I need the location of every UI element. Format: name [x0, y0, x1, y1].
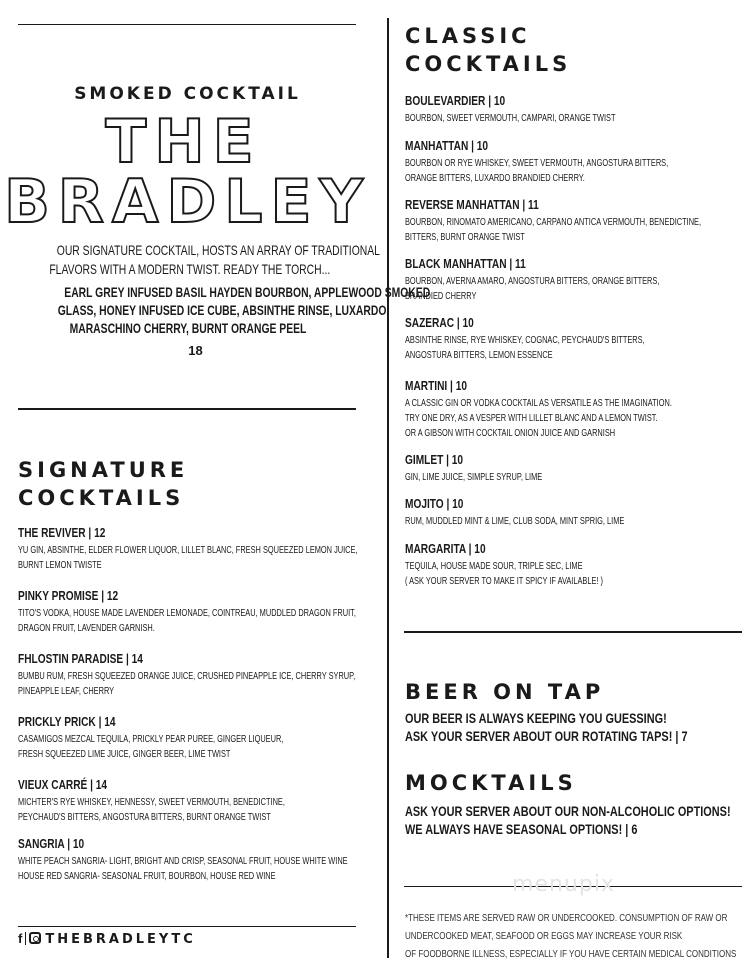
feature-ingredients-line3: MARASCHINO CHERRY, BURNT ORANGE PEEL [69, 320, 306, 336]
disclaimer [405, 908, 751, 962]
menu-item-description [405, 559, 673, 589]
menu-item [18, 776, 379, 825]
menu-item-description-line: FRESH SQUEEZED LIME JUICE, GINGER BEER, LIME TWIST [18, 749, 231, 760]
feature-title-line1: THE [105, 107, 262, 177]
menu-item-description [18, 732, 377, 762]
beer-line2: ASK YOUR SERVER ABOUT OUR ROTATING TAPS! | 7 [405, 728, 688, 744]
beer-line1: OUR BEER IS ALWAYS KEEPING YOU GUESSING! [405, 710, 667, 726]
feature-ingredients [0, 284, 431, 338]
menu-item [18, 835, 463, 884]
beer-title: BEER ON TAP [405, 680, 605, 704]
mocktails-line2: WE ALWAYS HAVE SEASONAL OPTIONS! | 6 [405, 821, 638, 837]
menu-item-description-line: DRAGON FRUIT, LAVENDER GARNISH. [18, 623, 155, 634]
feature-ingredients-line1: EARL GREY INFUSED BASIL HAYDEN BOURBON, APPLEWOOD SMOKED [64, 284, 431, 300]
menu-item-description-line: ORANGE BITTERS, LUXARDO BRANDIED CHERRY. [405, 173, 585, 184]
menu-item-description-line: BOURBON, AVERNA AMARO, ANGOSTURA BITTERS, ORANGE BITTERS, [405, 276, 660, 287]
menu-item [405, 495, 701, 529]
menu-item-description-line: A CLASSIC GIN OR VODKA COCKTAIL AS VERSATILE AS THE IMAGINATION. [405, 398, 672, 409]
menu-item-description [405, 333, 729, 363]
menu-item-name: FHLOSTIN PARADISE | 14 [18, 651, 143, 666]
classic-list [405, 92, 745, 592]
menu-item [405, 314, 729, 363]
menu-item-description-line: TEQUILA, HOUSE MADE SOUR, TRIPLE SEC, LIME [405, 561, 583, 572]
facebook-icon[interactable]: f [18, 931, 23, 946]
disclaimer-line1: *THESE ITEMS ARE SERVED RAW OR UNDERCOOKED. CONSUMPTION OF RAW OR [405, 913, 728, 924]
mocktails-text [405, 803, 751, 839]
social-separator [25, 932, 26, 945]
menu-item-name: MARTINI | 10 [405, 378, 467, 393]
signature-title [18, 456, 188, 512]
menu-item-description-line: TITO'S VODKA, HOUSE MADE LAVENDER LEMONADE, COINTREAU, MUDDLED DRAGON FRUIT, [18, 608, 356, 619]
feature-blurb-line1: OUR SIGNATURE COCKTAIL, HOSTS AN ARRAY OF TRADITIONAL [56, 242, 380, 258]
menu-item-name: BLACK MANHATTAN | 11 [405, 256, 526, 271]
menu-item [405, 255, 749, 304]
menu-item-description-line: ANGOSTURA BITTERS, LEMON ESSENCE [405, 350, 553, 361]
menu-item-description-line: ( ASK YOUR SERVER TO MAKE IT SPICY IF AVAILABLE! ) [405, 576, 603, 587]
menu-item-description-line: ABSINTHE RINSE, RYE WHISKEY, COGNAC, PEYCHAUD'S BITTERS, [405, 335, 645, 346]
menu-item-description-line: CASAMIGOS MEZCAL TEQUILA, PRICKLY PEAR PUREE, GINGER LIQUEUR, [18, 734, 284, 745]
signature-title-line2: COCKTAILS [18, 486, 185, 510]
menu-item-name: GIMLET | 10 [405, 452, 464, 467]
menu-item [405, 540, 673, 589]
menu-item-description-line: BURNT LEMON TWISTE [18, 560, 102, 571]
menu-item-name: PINKY PROMISE | 12 [18, 588, 119, 603]
menu-item-name: MANHATTAN | 10 [405, 138, 489, 153]
beer-text [405, 710, 751, 746]
menu-item-description [18, 606, 475, 636]
watermark-logo: menupix [512, 872, 615, 897]
classic-title [405, 22, 571, 78]
menu-item-description-line: BRANDIED CHERRY [405, 291, 477, 302]
feature-blurb [0, 241, 380, 279]
menu-item-description-line: BOURBON, RINOMATO AMERICANO, CARPANO ANTICA VERMOUTH, BENEDICTINE, [405, 217, 702, 228]
menu-item-name: BOULEVARDIER | 10 [405, 93, 506, 108]
classic-title-line1: CLASSIC [405, 24, 531, 48]
signature-title-line1: SIGNATURE [18, 458, 189, 482]
feature-bottom-divider [18, 408, 356, 410]
menu-item-description-line: BUMBU RUM, FRESH SQUEEZED ORANGE JUICE, CRUSHED PINEAPPLE ICE, CHERRY SYRUP, [18, 671, 356, 682]
menu-item [405, 137, 751, 186]
social-footer [18, 931, 196, 947]
signature-list [18, 524, 368, 884]
menu-item-name: VIEUX CARRÉ | 14 [18, 777, 108, 792]
disclaimer-line2: UNDERCOOKED MEAT, SEAFOOD OR EGGS MAY INCREASE YOUR RISK [405, 931, 683, 942]
feature-price: 18 [188, 343, 203, 358]
menu-item-description [405, 156, 751, 186]
menu-item-description-line: YU GIN, ABSINTHE, ELDER FLOWER LIQUOR, LILLET BLANC, FRESH SQUEEZED LEMON JUICE, [18, 545, 358, 556]
menu-item [405, 377, 751, 441]
menu-item [18, 713, 377, 762]
menu-item-description-line: MICHTER'S RYE WHISKEY, HENNESSY, SWEET VERMOUTH, BENEDICTINE, [18, 797, 285, 808]
menu-item-description-line: BOURBON OR RYE WHISKEY, SWEET VERMOUTH, ANGOSTURA BITTERS, [405, 158, 669, 169]
column-divider [387, 18, 389, 958]
menu-item-description-line: OR A GIBSON WITH COCKTAIL ONION JUICE AND GARNISH [405, 428, 616, 439]
social-handle: THEBRADLEYTC [45, 932, 196, 947]
classic-title-line2: COCKTAILS [405, 52, 572, 76]
menu-item-description-line: BOURBON, SWEET VERMOUTH, CAMPARI, ORANGE TWIST [405, 113, 616, 124]
menu-item-description-line: RUM, MUDDLED MINT & LIME, CLUB SODA, MINT SPRIG, LIME [405, 516, 625, 527]
menu-item-description-line: PEYCHAUD'S BITTERS, ANGOSTURA BITTERS, BURNT ORANGE TWIST [18, 812, 271, 823]
menu-item-name: SANGRIA | 10 [18, 836, 85, 851]
menu-item-name: MOJITO | 10 [405, 496, 464, 511]
menu-item-name: MARGARITA | 10 [405, 541, 486, 556]
menu-item-description [405, 396, 751, 441]
footer-divider [18, 926, 356, 927]
top-left-divider [18, 24, 356, 25]
menu-item-description-line: BITTERS, BURNT ORANGE TWIST [405, 232, 525, 243]
menu-item-description-line: PINEAPPLE LEAF, CHERRY [18, 686, 115, 697]
mocktails-line1: ASK YOUR SERVER ABOUT OUR NON-ALCOHOLIC OPTIONS! [405, 803, 731, 819]
menu-item [18, 587, 475, 636]
feature-title-line2: BRADLEY [4, 167, 371, 237]
menu-item [405, 92, 689, 126]
menu-item-name: SAZERAC | 10 [405, 315, 474, 330]
menu-item-description-line: HOUSE RED SANGRIA- SEASONAL FRUIT, BOURBON, HOUSE RED WINE [18, 871, 276, 882]
menu-item-description [405, 274, 749, 304]
disclaimer-line3: OF FOODBORNE ILLNESS, ESPECIALLY IF YOU HAVE CERTAIN MEDICAL CONDITIONS [405, 949, 737, 960]
menu-item-description [405, 470, 590, 485]
menu-item-name: REVERSE MANHATTAN | 11 [405, 197, 539, 212]
menu-item-description-line: WHITE PEACH SANGRIA- LIGHT, BRIGHT AND CRISP, SEASONAL FRUIT, HOUSE WHITE WINE [18, 856, 348, 867]
feature-blurb-line2: FLAVORS WITH A MODERN TWIST. READY THE TORCH... [49, 261, 331, 277]
menu-item-name: THE REVIVER | 12 [18, 525, 106, 540]
menu-item [405, 451, 590, 485]
menu-item-description [18, 795, 379, 825]
menu-item [405, 196, 751, 245]
mocktails-title: MOCKTAILS [405, 771, 577, 795]
menu-item-description [405, 514, 701, 529]
feature-kicker: SMOKED COCKTAIL [74, 84, 301, 104]
menu-item-name: PRICKLY PRICK | 14 [18, 714, 116, 729]
menu-item-description-line: TRY ONE DRY, AS A VESPER WITH LILLET BLANC AND A LEMON TWIST. [405, 413, 658, 424]
instagram-icon[interactable] [29, 932, 41, 944]
menu-item-description-line: GIN, LIME JUICE, SIMPLE SYRUP, LIME [405, 472, 543, 483]
feature-ingredients-line2: GLASS, HONEY INFUSED ICE CUBE, ABSINTHE RINSE, LUXARDO [57, 302, 387, 318]
menu-item-description [18, 854, 463, 884]
menu-item-description [405, 215, 751, 245]
menu-item-description [405, 111, 689, 126]
